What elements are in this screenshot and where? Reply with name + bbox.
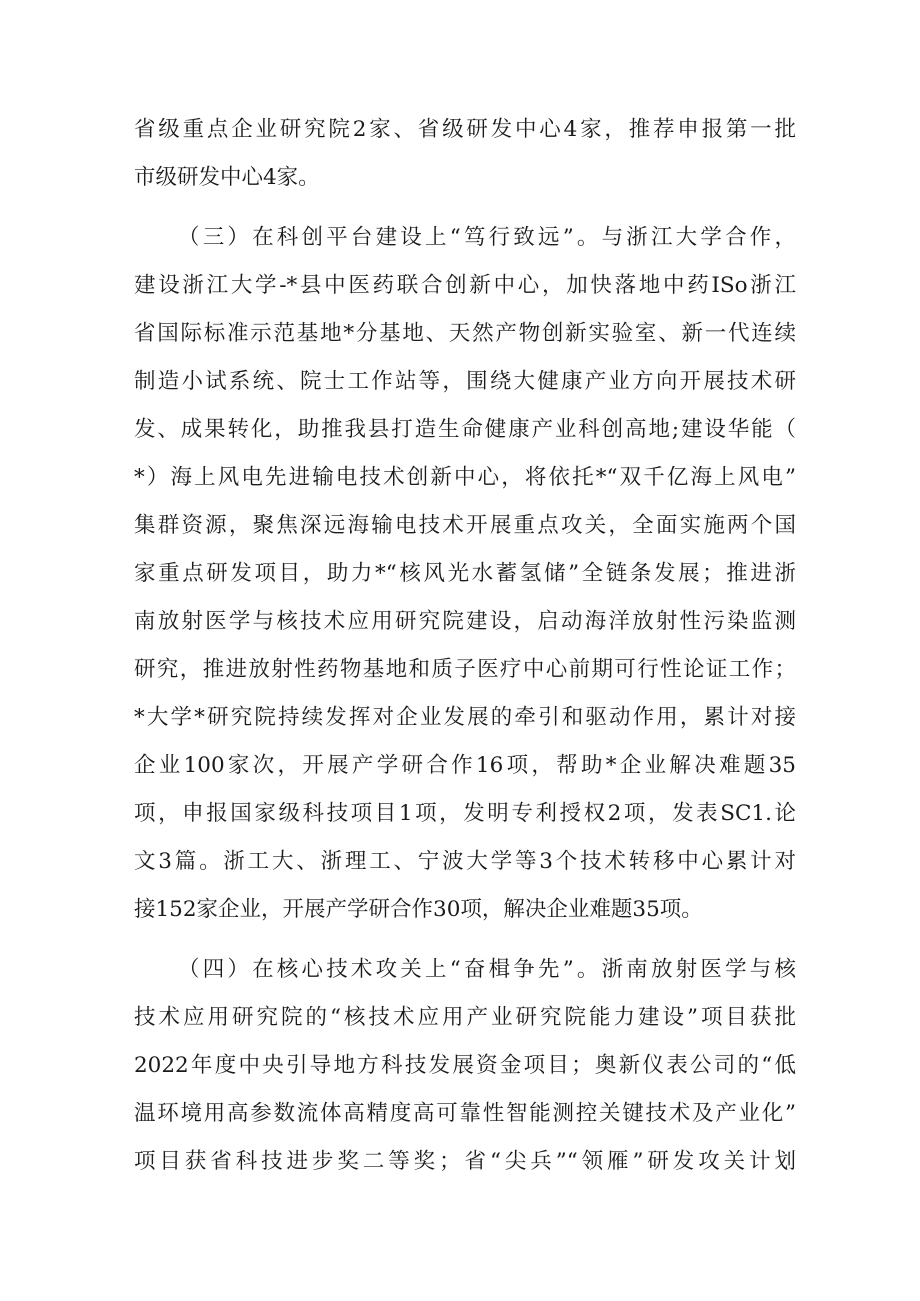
text-line-5: 省国际标准示范基地*分基地、天然产物创新实验室、新一代连续 xyxy=(134,321,796,346)
text-line-12: 研究，推进放射性药物基地和质子医疗中心前期可行性论证工作； xyxy=(134,657,796,682)
text-line-7: 发、成果转化，助推我县打造生命健康产业科创高地;建设华能（ xyxy=(134,417,796,442)
text-line-3: （三）在科创平台建设上“笃行致远”。与浙江大学合作， xyxy=(178,225,796,250)
text-line-8: *）海上风电先进输电技术创新中心，将依托*“双千亿海上风电” xyxy=(134,465,796,490)
text-line-6: 制造小试系统、院士工作站等，围绕大健康产业方向开展技术研 xyxy=(134,369,796,394)
text-line-19: 技术应用研究院的“核技术应用产业研究院能力建设”项目获批 xyxy=(134,1005,796,1030)
text-line-11: 南放射医学与核技术应用研究院建设，启动海洋放射性污染监测 xyxy=(134,609,796,634)
text-line-16: 文3篇。浙工大、浙理工、宁波大学等3个技术转移中心累计对 xyxy=(134,849,796,874)
text-line-21: 温环境用高参数流体高精度高可靠性智能测控关键技术及产业化” xyxy=(134,1101,796,1126)
text-line-20: 2022年度中央引导地方科技发展资金项目；奥新仪表公司的“低 xyxy=(134,1053,796,1078)
text-line-10: 家重点研发项目，助力*“核风光水蓄氢储”全链条发展；推进浙 xyxy=(134,561,796,586)
text-line-14: 企业100家次，开展产学研合作16项，帮助*企业解决难题35 xyxy=(134,753,796,778)
text-line-1: 省级重点企业研究院2家、省级研发中心4家，推荐申报第一批 xyxy=(134,117,796,142)
text-line-22: 项目获省科技进步奖二等奖；省“尖兵”“领雁”研发攻关计划 xyxy=(134,1149,796,1174)
text-line-17: 接152家企业，开展产学研合作30项，解决企业难题35项。 xyxy=(134,897,703,922)
text-line-4: 建设浙江大学-*县中医药联合创新中心，加快落地中药ISo浙江 xyxy=(134,273,796,298)
text-line-15: 项，申报国家级科技项目1项，发明专利授权2项，发表SC1.论 xyxy=(134,801,796,826)
text-line-9: 集群资源，聚焦深远海输电技术开展重点攻关，全面实施两个国 xyxy=(134,513,796,538)
text-line-13: *大学*研究院持续发挥对企业发展的牵引和驱动作用，累计对接 xyxy=(134,705,796,730)
text-line-18: （四）在核心技术攻关上“奋楫争先”。浙南放射医学与核 xyxy=(178,957,796,982)
text-line-2: 市级研发中心4家。 xyxy=(134,165,320,190)
